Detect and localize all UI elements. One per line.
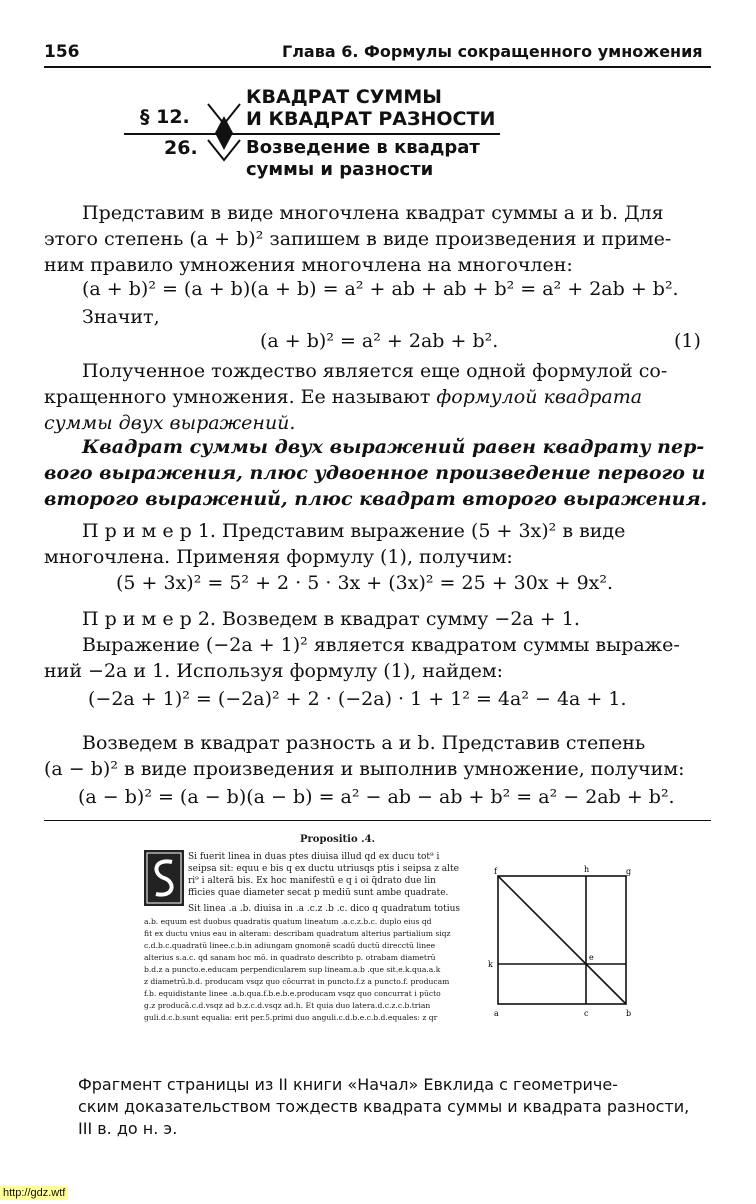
section-number: § 12. bbox=[140, 106, 190, 128]
fragment-line: Sit linea .a .b. diuisa in .a .c.z .b .c. dico q quadratum totius bbox=[188, 904, 460, 914]
section-title-line1: КВАДРАТ СУММЫ bbox=[246, 86, 442, 108]
fragment-line: a.b. equum est duobus quadratis quatum lineatum .a.c.z.b.c. duplo eius qd bbox=[144, 917, 432, 926]
paragraph-line bbox=[44, 384, 642, 410]
fragment-line: z diametrū.b.d. producam vsqz quo cōcurrat in puncto.f.z a puncto.f. producam bbox=[144, 977, 450, 986]
euclid-square-diagram bbox=[488, 864, 638, 1028]
equation: (−2a + 1)² = (−2a)² + 2 · (−2a) · 1 + 1² = 4a² − 4a + 1. bbox=[88, 688, 627, 710]
equation: (a − b)² = (a − b)(a − b) = a² − ab − ab + b² = a² − 2ab + b². bbox=[78, 786, 675, 808]
paragraph-line: Представим в виде многочлена квадрат суммы a и b. Для bbox=[82, 202, 664, 224]
subsection-number: 26. bbox=[164, 137, 198, 159]
diagram-label: g bbox=[626, 867, 632, 876]
drop-cap bbox=[144, 850, 184, 906]
section-divider bbox=[124, 133, 500, 135]
fragment-line: seipsa sit: equu e bis q ex ductu utriusqs ptis i seipsa z alte bbox=[188, 864, 459, 874]
rule-line: второго выражений, плюс квадрат второго выражения. bbox=[44, 488, 708, 510]
subsection-title-line2: суммы и разности bbox=[246, 159, 434, 180]
section-title-line2: И КВАДРАТ РАЗНОСТИ bbox=[246, 108, 496, 130]
fragment-heading: Propositio .4. bbox=[300, 834, 376, 845]
example-line: П р и м е р 2. Возведем в квадрат сумму −2a + 1. bbox=[82, 608, 580, 630]
paragraph-line: этого степень (a + b)² запишем в виде произведения и приме- bbox=[44, 228, 672, 250]
diagram-label: e bbox=[589, 953, 594, 962]
example-line: Выражение (−2a + 1)² является квадратом суммы выраже- bbox=[82, 634, 680, 656]
diagram-label: b bbox=[626, 1009, 632, 1018]
term-italic-line: суммы двух выражений. bbox=[44, 412, 296, 434]
equation-formula-1: (a + b)² = a² + 2ab + b². bbox=[260, 330, 499, 352]
fragment-line: ri⁹ i alterā bis. Ex hoc manifestū e q i oi q̄drato due lin bbox=[188, 876, 436, 886]
text-span: кращенного умножения. Ее называют bbox=[44, 386, 437, 408]
caption-line: ским доказательством тождеств квадрата суммы и квадрата разности, bbox=[78, 1097, 690, 1116]
example-line: многочлена. Применяя формулу (1), получим: bbox=[44, 546, 513, 568]
fragment-line: alterius s.a.c. qd sanam hoc mō. in quadrato describto p. otrabam diametrū bbox=[144, 953, 436, 962]
diagram-label: f bbox=[494, 867, 497, 876]
paragraph-line: ним правило умножения многочлена на многочлен: bbox=[44, 254, 573, 276]
diagram-label: k bbox=[488, 960, 493, 969]
example-line: ний −2a и 1. Используя формулу (1), найдем: bbox=[44, 660, 504, 682]
fragment-line: fficies quae diameter secat p mediū sunt ambe quadrate. bbox=[188, 888, 449, 898]
diamond-ornament-icon bbox=[206, 86, 242, 164]
header-divider bbox=[44, 66, 711, 68]
diagram-label: h bbox=[584, 865, 590, 874]
fragment-line: f.b. equidistante linee .a.b.qua.f.b.e.b.e.producam vsqz quo concurrat i pūcto bbox=[144, 989, 441, 998]
example-line: П р и м е р 1. Представим выражение (5 + 3x)² в виде bbox=[82, 520, 626, 542]
caption-line: III в. до н. э. bbox=[78, 1119, 178, 1138]
watermark-link[interactable]: http://gdz.wtf bbox=[0, 1186, 68, 1200]
rule-line: вого выражения, плюс удвоенное произведение первого и bbox=[44, 462, 706, 484]
diagram-label: c bbox=[584, 1009, 589, 1018]
equation: (5 + 3x)² = 5² + 2 · 5 · 3x + (3x)² = 25 + 30x + 9x². bbox=[116, 572, 614, 594]
rule-line: Квадрат суммы двух выражений равен квадрату пер- bbox=[82, 436, 705, 458]
diagram-label: a bbox=[494, 1009, 499, 1018]
term-italic: формулой квадрата bbox=[436, 386, 643, 408]
paragraph-line: Значит, bbox=[82, 306, 160, 328]
figure-caption bbox=[78, 1074, 718, 1140]
subsection-title-line1: Возведение в квадрат bbox=[246, 137, 480, 158]
paragraph-line: Возведем в квадрат разность a и b. Представив степень bbox=[82, 732, 646, 754]
fragment-line: g.z producā.c.d.vsqz ad b.z.c.d.vsqz ad.h. Et quia duo latera.d.c.z.c.b.trian bbox=[144, 1001, 431, 1010]
chapter-title: Глава 6. Формулы сокращенного умножения bbox=[282, 42, 703, 61]
equation-number: (1) bbox=[674, 330, 701, 352]
equation: (a + b)² = (a + b)(a + b) = a² + ab + ab + b² = a² + 2ab + b². bbox=[82, 278, 679, 300]
paragraph-line: (a − b)² в виде произведения и выполнив умножение, получим: bbox=[44, 758, 685, 780]
paragraph-line: Полученное тождество является еще одной формулой со- bbox=[82, 360, 668, 382]
fragment-line: c.d.b.c.quadratū linee.c.b.in adiungam gnomonē scadū ductū direcctū linee bbox=[144, 941, 436, 950]
fragment-line: Si fuerit linea in duas ptes diuisa illud qd ex ducu tot⁹ i bbox=[188, 852, 440, 862]
fragment-line: b.d.z a puncto.e.educam perpendicularem sup lineam.a.b .que sit.e.k.qua.a.k bbox=[144, 965, 441, 974]
page-number: 156 bbox=[44, 42, 80, 62]
caption-line: Фрагмент страницы из II книги «Начал» Евклида с геометриче- bbox=[78, 1075, 618, 1094]
fragment-divider bbox=[44, 820, 711, 821]
fragment-line: guli.d.c.b.sunt equalia: erit per.5.primi duo anguli.c.d.b.e.c.b.d.equales: z qr bbox=[144, 1013, 438, 1022]
fragment-line: fit ex ductu vnius eau in alteram: describam quadratum alterius partialium siqz bbox=[144, 929, 451, 938]
